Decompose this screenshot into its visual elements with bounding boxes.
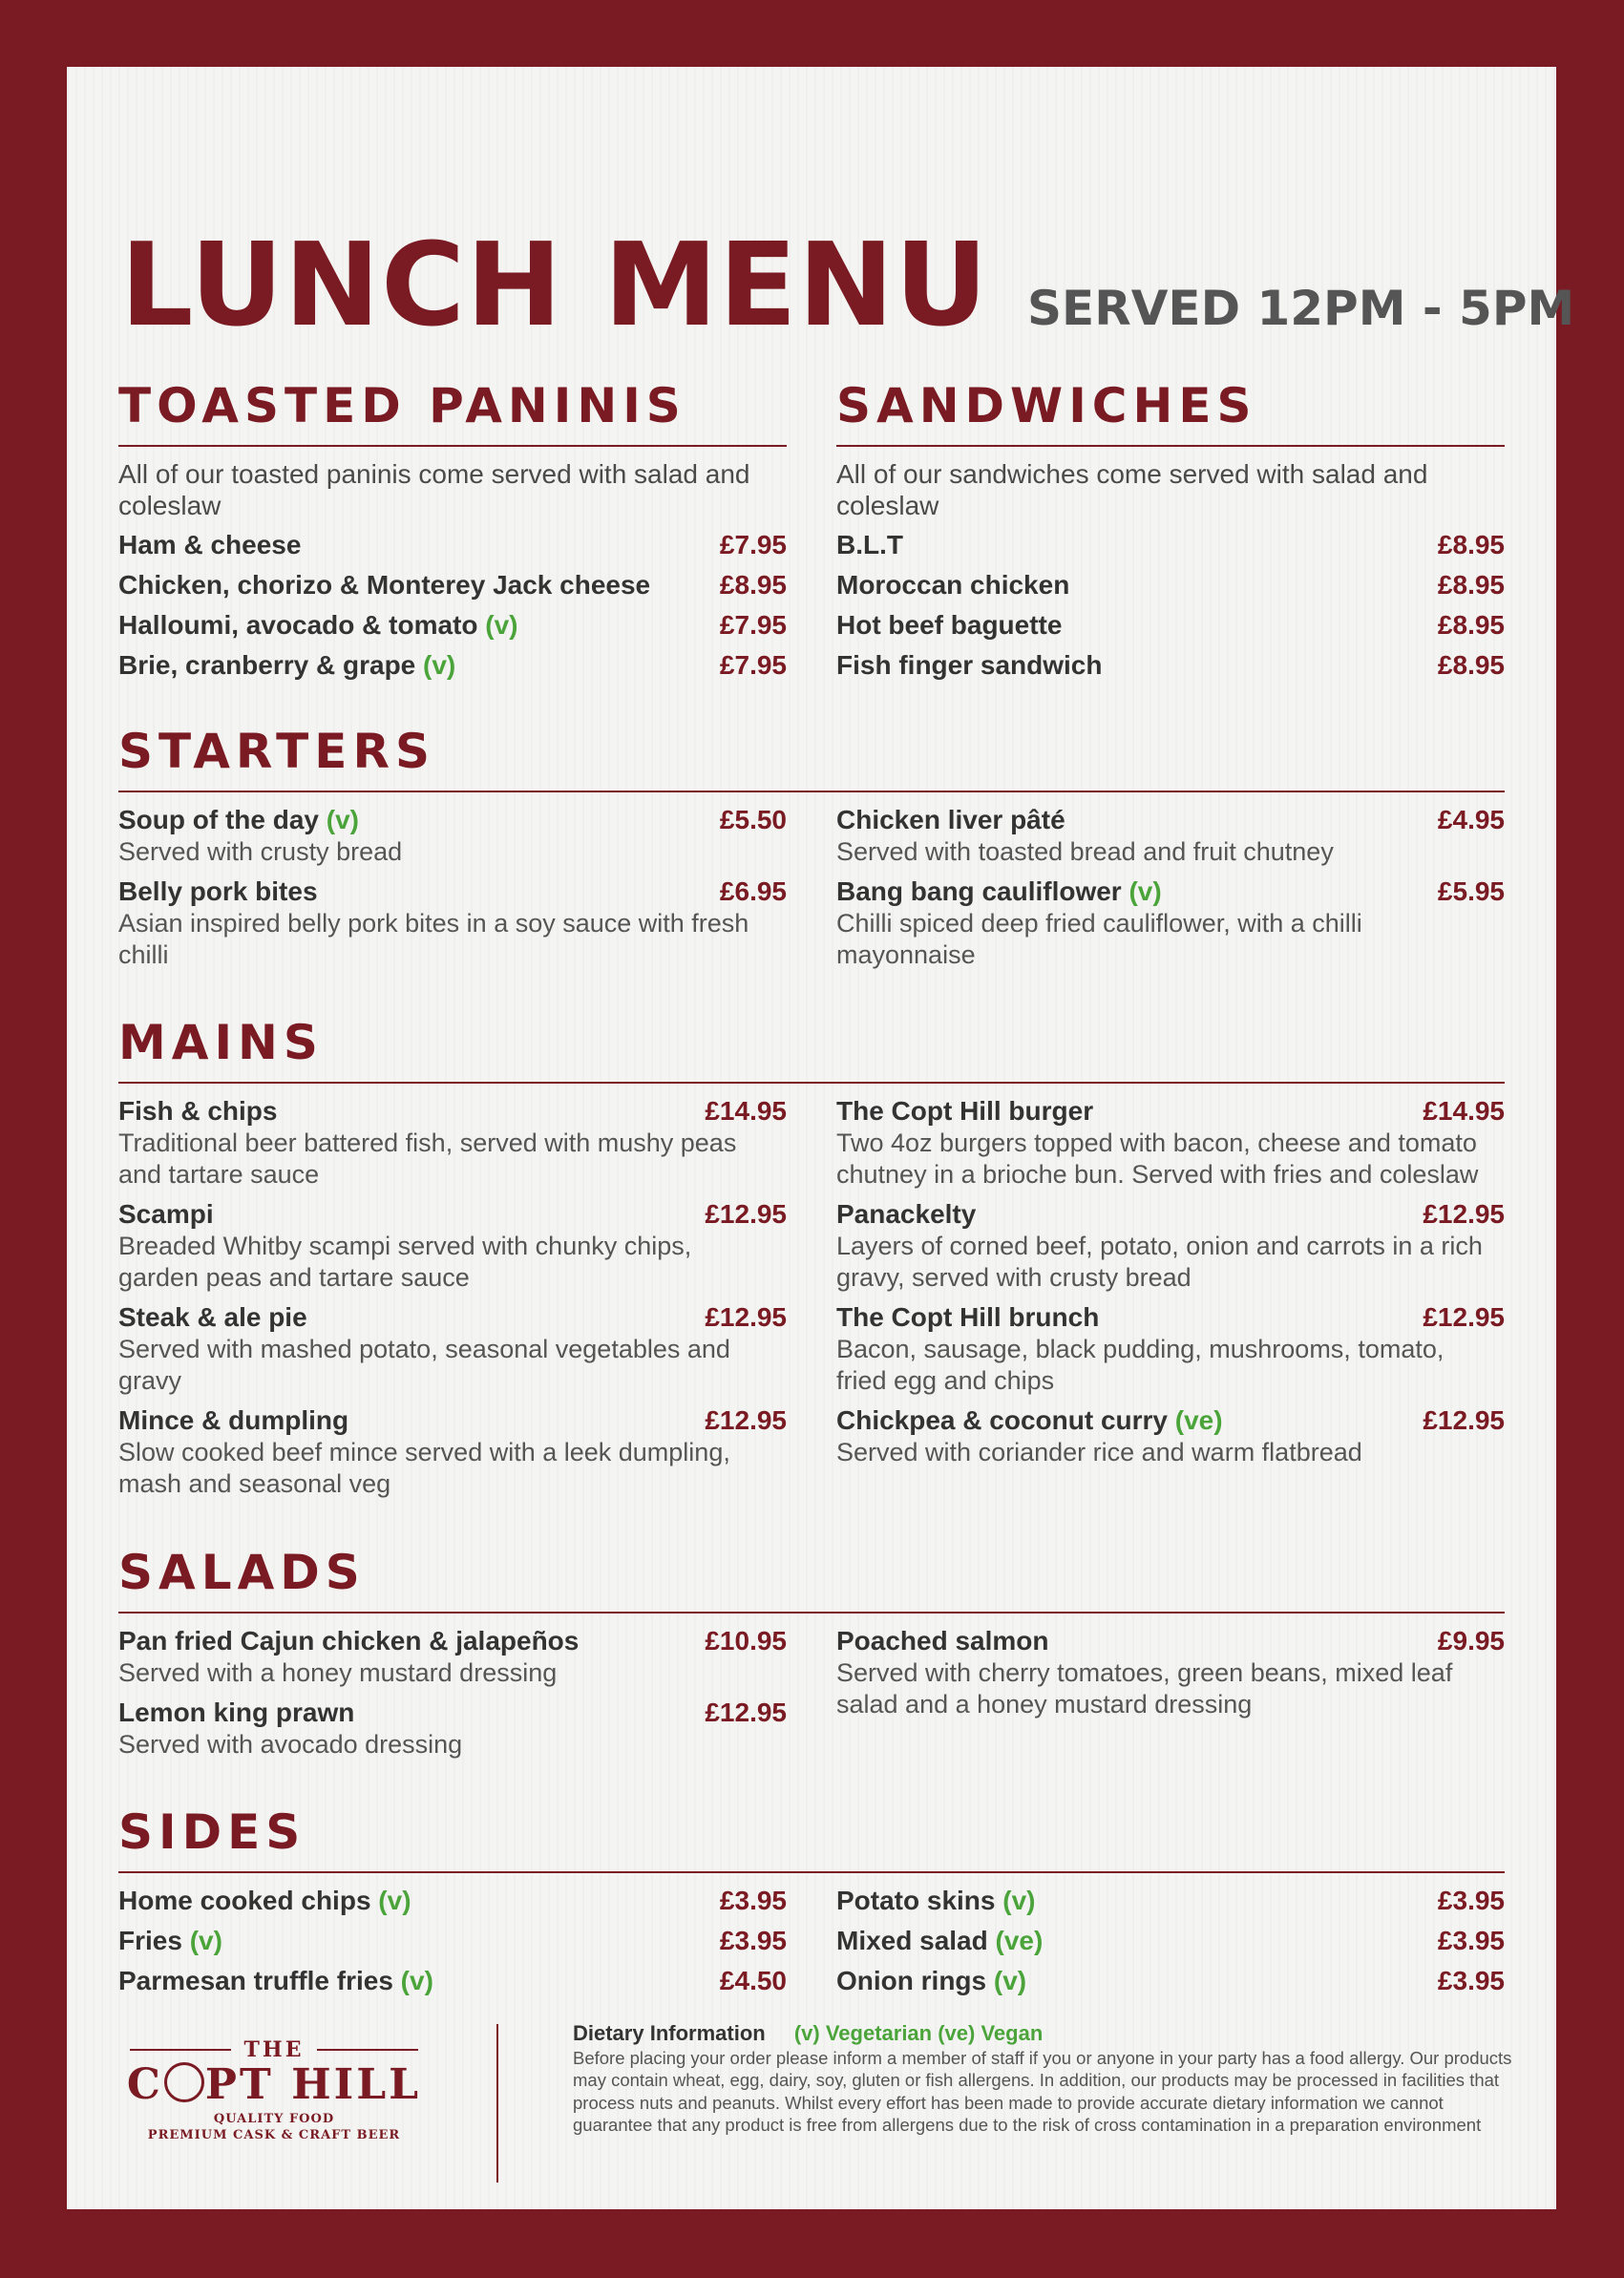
menu-item: [118, 529, 787, 561]
menu-item-description: Layers of corned beef, potato, onion and carrots in a rich gravy, served with crusty bread: [836, 1232, 1483, 1292]
dietary-legend: (v) Vegetarian (ve) Vegan: [793, 2021, 1044, 2045]
rule-mains: [118, 1082, 1505, 1084]
dietary-tag: (v): [400, 1966, 433, 1995]
menu-item: [118, 1965, 787, 1997]
menu-item-price: £12.95: [705, 1199, 787, 1229]
menu-item-description: Served with crusty bread: [118, 837, 403, 866]
menu-item-price: £8.95: [719, 570, 787, 600]
menu-item-price: £12.95: [705, 1302, 787, 1332]
menu-item-price: £5.95: [1437, 876, 1505, 906]
menu-item: [836, 649, 1505, 682]
paninis-intro: All of our toasted paninis come served with salad and coleslaw: [118, 459, 750, 520]
menu-item-price: £7.95: [719, 650, 787, 680]
mains-left-list: [118, 1095, 787, 1508]
menu-item: [118, 1885, 787, 1917]
menu-item-price: £10.95: [705, 1626, 787, 1656]
menu-item-name: Soup of the day (v): [118, 805, 360, 834]
dietary-tag: (v): [485, 610, 518, 640]
menu-item-description: Breaded Whitby scampi served with chunky chips, garden peas and tartare sauce: [118, 1232, 692, 1292]
sandwiches-list: [836, 529, 1505, 682]
served-hours: SERVED 12PM - 5PM: [1027, 281, 1575, 336]
menu-item-price: £9.95: [1437, 1626, 1505, 1656]
menu-item-description: Traditional beer battered fish, served with mushy peas and tartare sauce: [118, 1128, 737, 1189]
menu-item: [836, 1198, 1505, 1294]
dietary-tag: (v): [993, 1966, 1027, 1995]
menu-item-price: £3.95: [719, 1886, 787, 1915]
menu-item: [836, 569, 1505, 601]
menu-item-description: Served with toasted bread and fruit chutney: [836, 837, 1334, 866]
section-heading-mains: MAINS: [118, 1015, 324, 1070]
menu-item: [836, 1925, 1505, 1957]
dietary-tag: (v): [1128, 876, 1162, 906]
menu-item-price: £12.95: [1423, 1199, 1505, 1229]
footer-divider: [496, 2024, 498, 2183]
menu-item: [836, 609, 1505, 642]
menu-item-name: Mince & dumpling: [118, 1405, 349, 1435]
menu-item: [118, 1925, 787, 1957]
menu-item: [836, 804, 1505, 868]
menu-item-price: £4.95: [1437, 805, 1505, 834]
menu-item-name: Panackelty: [836, 1199, 977, 1229]
menu-item: [118, 804, 787, 868]
section-heading-sandwiches: SANDWICHES: [836, 378, 1257, 433]
menu-item: [836, 875, 1505, 971]
rule-starters: [118, 791, 1505, 792]
menu-item-description: Chilli spiced deep fried cauliflower, with a chilli mayonnaise: [836, 909, 1362, 969]
menu-item-price: £14.95: [1423, 1096, 1505, 1126]
menu-item-name: Chicken, chorizo & Monterey Jack cheese: [118, 570, 651, 600]
salads-left-list: [118, 1625, 787, 1768]
logo-tagline-2: PREMIUM CASK & CRAFT BEER: [147, 2128, 401, 2143]
menu-item: [118, 649, 787, 682]
menu-item-name: Ham & cheese: [118, 530, 302, 559]
menu-item-price: £6.95: [719, 876, 787, 906]
dietary-tag: (ve): [995, 1926, 1044, 1955]
rule-salads: [118, 1612, 1505, 1614]
sandwiches-column: [836, 458, 1505, 689]
menu-item: [836, 1885, 1505, 1917]
menu-item: [836, 1095, 1505, 1191]
menu-item-name: Halloumi, avocado & tomato (v): [118, 610, 518, 640]
menu-item-name: Hot beef baguette: [836, 610, 1063, 640]
menu-item: [836, 1301, 1505, 1397]
menu-item-name: B.L.T: [836, 530, 903, 559]
menu-item: [836, 1404, 1505, 1468]
dietary-tag: (v): [423, 650, 456, 680]
rule-sides: [118, 1871, 1505, 1873]
menu-item-name: Belly pork bites: [118, 876, 318, 906]
paninis-column: [118, 458, 787, 689]
menu-item-description: Served with cherry tomatoes, green beans, mixed leaf salad and a honey mustard dressing: [836, 1658, 1453, 1719]
salads-right-list: [836, 1625, 1505, 1728]
menu-item-name: Steak & ale pie: [118, 1302, 307, 1332]
dietary-tag: (v): [1002, 1886, 1036, 1915]
menu-item-price: £8.95: [1437, 610, 1505, 640]
menu-item-name: Fish finger sandwich: [836, 650, 1103, 680]
menu-item-price: £8.95: [1437, 570, 1505, 600]
section-heading-paninis: TOASTED PANINIS: [118, 378, 686, 433]
menu-item-price: £7.95: [719, 610, 787, 640]
dietary-text: Before placing your order please inform a member of staff if you or anyone in your party has a food allergy. Our products may contain wheat, egg, dairy, soy, gluten or fish allergens. In addition, our products may be processed in facilities that process nuts and peanuts. Whilst every effort has been made to provide accurate dietary information we cannot guarantee that any product is free from allergens due to the risk of cross contamination in a preparation environment: [573, 2047, 1512, 2135]
logo-the: THE: [116, 2037, 432, 2062]
logo-tagline-1: QUALITY FOOD: [213, 2112, 335, 2127]
starters-right-list: [836, 804, 1505, 979]
dietary-tag: (v): [326, 805, 360, 834]
menu-item-name: Chickpea & coconut curry (ve): [836, 1405, 1223, 1435]
menu-item-name: Pan fried Cajun chicken & jalapeños: [118, 1626, 580, 1656]
title-row: [120, 220, 1575, 352]
menu-item-price: £3.95: [1437, 1966, 1505, 1995]
menu-item-description: Two 4oz burgers topped with bacon, cheese and tomato chutney in a brioche bun. Served with fries and coleslaw: [836, 1128, 1479, 1189]
menu-item-description: Bacon, sausage, black pudding, mushrooms, tomato, fried egg and chips: [836, 1335, 1445, 1395]
menu-item-name: Fish & chips: [118, 1096, 278, 1126]
menu-item: [118, 1625, 787, 1689]
menu-item-name: Onion rings (v): [836, 1966, 1027, 1995]
menu-item-name: Potato skins (v): [836, 1886, 1036, 1915]
menu-item: [118, 1198, 787, 1294]
menu-item-name: Chicken liver pâté: [836, 805, 1065, 834]
section-heading-salads: SALADS: [118, 1545, 366, 1600]
rule-paninis: [118, 445, 787, 447]
paninis-list: [118, 529, 787, 682]
menu-item-name: Home cooked chips (v): [118, 1886, 411, 1915]
copt-hill-logo: [116, 2037, 432, 2142]
dietary-tag: (v): [378, 1886, 411, 1915]
dietary-tag: (v): [189, 1926, 222, 1955]
menu-item: [118, 875, 787, 971]
menu-item-description: Served with coriander rice and warm flatbread: [836, 1438, 1362, 1466]
menu-item-price: £7.95: [719, 530, 787, 559]
menu-item-description: Served with mashed potato, seasonal vegetables and gravy: [118, 1335, 730, 1395]
menu-item-description: Served with avocado dressing: [118, 1730, 463, 1759]
menu-item: [118, 569, 787, 601]
menu-item-price: £12.95: [705, 1405, 787, 1435]
section-heading-starters: STARTERS: [118, 724, 435, 779]
logo-emblem-icon: [164, 2062, 204, 2102]
menu-item-name: Parmesan truffle fries (v): [118, 1966, 433, 1995]
menu-item-name: Bang bang cauliflower (v): [836, 876, 1162, 906]
menu-item-price: £12.95: [705, 1698, 787, 1727]
sides-left-list: [118, 1885, 787, 2005]
menu-item-price: £8.95: [1437, 650, 1505, 680]
menu-item-price: £12.95: [1423, 1405, 1505, 1435]
page-title: LUNCH MENU: [120, 220, 989, 352]
menu-item-price: £3.95: [719, 1926, 787, 1955]
menu-page: [67, 67, 1575, 2209]
menu-item-name: Scampi: [118, 1199, 214, 1229]
menu-item-price: £4.50: [719, 1966, 787, 1995]
logo-name: C PT HILL: [126, 2060, 422, 2109]
menu-item-description: Asian inspired belly pork bites in a soy sauce with fresh chilli: [118, 909, 749, 969]
menu-item-name: Fries (v): [118, 1926, 222, 1955]
menu-item-name: Lemon king prawn: [118, 1698, 355, 1727]
rule-sandwiches: [836, 445, 1505, 447]
menu-item-name: Moroccan chicken: [836, 570, 1070, 600]
menu-item-name: The Copt Hill burger: [836, 1096, 1094, 1126]
dietary-heading: Dietary Information: [573, 2021, 766, 2045]
starters-left-list: [118, 804, 787, 979]
menu-item-name: Mixed salad (ve): [836, 1926, 1044, 1955]
menu-item-name: The Copt Hill brunch: [836, 1302, 1100, 1332]
menu-item-description: Served with a honey mustard dressing: [118, 1658, 558, 1687]
menu-item: [836, 529, 1505, 561]
menu-item: [836, 1965, 1505, 1997]
menu-item: [118, 1404, 787, 1500]
menu-item-name: Brie, cranberry & grape (v): [118, 650, 456, 680]
menu-item-price: £14.95: [705, 1096, 787, 1126]
menu-item-price: £3.95: [1437, 1926, 1505, 1955]
dietary-tag: (ve): [1174, 1405, 1223, 1435]
menu-item-name: Poached salmon: [836, 1626, 1049, 1656]
menu-item-price: £3.95: [1437, 1886, 1505, 1915]
menu-item-description: Slow cooked beef mince served with a leek dumpling, mash and seasonal veg: [118, 1438, 730, 1498]
menu-item-price: £12.95: [1423, 1302, 1505, 1332]
menu-item-price: £8.95: [1437, 530, 1505, 559]
mains-right-list: [836, 1095, 1505, 1476]
menu-item-price: £5.50: [719, 805, 787, 834]
menu-item: [836, 1625, 1505, 1720]
menu-item: [118, 1095, 787, 1191]
menu-item: [118, 1697, 787, 1761]
menu-item: [118, 609, 787, 642]
sides-right-list: [836, 1885, 1505, 2005]
dietary-information: [573, 2022, 1518, 2137]
menu-item: [118, 1301, 787, 1397]
section-heading-sides: SIDES: [118, 1804, 306, 1860]
sandwiches-intro: All of our sandwiches come served with salad and coleslaw: [836, 459, 1428, 520]
